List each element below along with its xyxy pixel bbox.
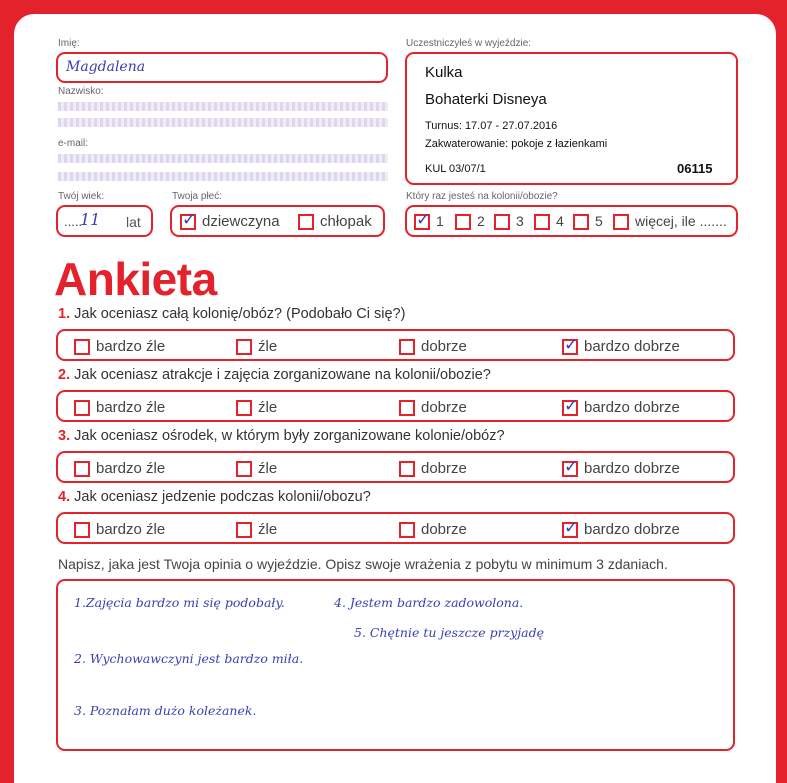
checkbox[interactable] — [236, 400, 252, 416]
check-mark-icon: ✓ — [564, 457, 579, 478]
checkbox[interactable] — [399, 461, 415, 477]
times-label: Który raz jesteś na kolonii/obozie? — [406, 191, 558, 202]
checkbox[interactable] — [414, 210, 431, 231]
opinion-line-1: 1.Zajęcia bardzo mi się podobały. — [74, 595, 285, 610]
times-option-3[interactable]: 3 — [494, 213, 524, 230]
checkbox[interactable] — [562, 335, 579, 356]
question-number: 1. — [58, 306, 71, 322]
opinion-line-5: 5. Chętnie tu jeszcze przyjadę — [354, 625, 544, 640]
check-mark-icon: ✓ — [182, 210, 197, 231]
rating-option[interactable] — [236, 460, 277, 477]
checkbox[interactable] — [399, 339, 415, 355]
rating-option[interactable] — [562, 396, 680, 417]
checkbox[interactable] — [74, 339, 90, 355]
checkbox[interactable] — [236, 339, 252, 355]
plec-option-dziewczyna[interactable]: ✓ dziewczyna — [182, 210, 280, 231]
plec-label: Twoja płeć: — [172, 191, 223, 202]
checkbox[interactable] — [399, 400, 415, 416]
wiek-suffix: lat — [126, 214, 141, 230]
checkbox[interactable] — [534, 214, 550, 230]
rating-row — [56, 512, 735, 544]
survey-sheet — [14, 14, 776, 783]
wiek-field[interactable] — [56, 205, 153, 237]
rating-option[interactable] — [74, 460, 165, 477]
checkbox[interactable] — [298, 214, 314, 230]
trip-number: 06115 — [677, 161, 713, 176]
page-title: Ankieta — [54, 253, 217, 305]
checkbox[interactable] — [494, 214, 510, 230]
redacted-email — [58, 154, 388, 163]
check-mark-icon: ✓ — [416, 210, 431, 231]
imie-label: Imię: — [58, 38, 80, 49]
rating-option[interactable] — [399, 521, 467, 538]
checkbox[interactable] — [562, 518, 579, 539]
rating-option-label: źle — [258, 521, 278, 538]
question-text — [58, 489, 371, 505]
rating-option[interactable] — [236, 338, 277, 355]
rating-option-label: bardzo źle — [96, 460, 166, 477]
checkbox[interactable] — [562, 396, 579, 417]
rating-option-label: dobrze — [421, 399, 467, 416]
question-label: Jak oceniasz atrakcje i zajęcia zorganizowane na kolonii/obozie? — [74, 367, 491, 383]
question-text — [58, 306, 405, 322]
checkbox[interactable] — [74, 461, 90, 477]
trip-label: Uczestniczyłeś w wyjeździe: — [406, 38, 532, 49]
rating-option-label: dobrze — [421, 338, 467, 355]
rating-option[interactable] — [236, 399, 277, 416]
rating-option[interactable] — [562, 457, 680, 478]
times-option-2[interactable]: 2 — [455, 213, 485, 230]
times-option-more[interactable]: więcej, ile ....... — [613, 213, 727, 230]
rating-option[interactable] — [399, 460, 467, 477]
rating-option[interactable] — [74, 521, 165, 538]
checkbox[interactable] — [236, 522, 252, 538]
redacted-surname-2 — [58, 118, 388, 127]
checkbox[interactable] — [573, 214, 589, 230]
question-text — [58, 428, 505, 444]
question-label: Jak oceniasz całą kolonię/obóz? (Podobało Ci się?) — [74, 306, 406, 322]
rating-option-label: dobrze — [421, 460, 467, 477]
rating-option-label: źle — [258, 338, 278, 355]
rating-option[interactable] — [74, 399, 165, 416]
rating-option-label: bardzo dobrze — [584, 338, 680, 355]
rating-option[interactable] — [74, 338, 165, 355]
rating-option-label: bardzo źle — [96, 338, 166, 355]
rating-option-label: źle — [258, 460, 278, 477]
opinion-line-4: 4. Jestem bardzo zadowolona. — [334, 595, 524, 610]
wiek-label: Twój wiek: — [58, 191, 105, 202]
trip-zakwaterowanie: Zakwaterowanie: pokoje z łazienkami — [425, 138, 608, 150]
email-label: e-mail: — [58, 138, 89, 149]
check-mark-icon: ✓ — [564, 396, 579, 417]
trip-turnus: Turnus: 17.07 - 27.07.2016 — [425, 120, 558, 132]
rating-option[interactable] — [399, 399, 467, 416]
rating-row — [56, 390, 735, 422]
checkbox[interactable] — [74, 522, 90, 538]
checkbox[interactable] — [399, 522, 415, 538]
rating-option-label: źle — [258, 399, 278, 416]
rating-option-label: dobrze — [421, 521, 467, 538]
trip-theme: Bohaterki Disneya — [425, 91, 547, 108]
rating-option-label: bardzo dobrze — [584, 399, 680, 416]
times-option-1[interactable]: ✓ 1 — [416, 210, 444, 231]
check-mark-icon: ✓ — [564, 335, 579, 356]
question-label: Jak oceniasz ośrodek, w którym były zorganizowane kolonie/obóz? — [74, 428, 505, 444]
checkbox[interactable] — [455, 214, 471, 230]
rating-row — [56, 451, 735, 483]
opinion-line-2: 2. Wychowawczyni jest bardzo miła. — [74, 651, 304, 666]
imie-value: Magdalena — [66, 59, 146, 75]
opinion-prompt: Napisz, jaka jest Twoja opinia o wyjeździe. Opisz swoje wrażenia z pobytu w minimum 3 zdaniach. — [58, 556, 668, 572]
trip-code: KUL 03/07/1 — [425, 163, 486, 175]
question-text — [58, 367, 491, 383]
plec-field — [170, 205, 385, 237]
trip-name: Kulka — [425, 64, 463, 81]
check-mark-icon: ✓ — [564, 518, 579, 539]
nazwisko-label: Nazwisko: — [58, 86, 104, 97]
wiek-value: 11 — [80, 210, 101, 229]
rating-option[interactable] — [236, 521, 277, 538]
times-field — [405, 205, 738, 237]
times-option-4[interactable]: 4 — [534, 213, 564, 230]
question-number: 4. — [58, 489, 71, 505]
checkbox[interactable] — [236, 461, 252, 477]
plec-option-chlopak[interactable]: chłopak — [298, 213, 372, 230]
rating-option-label: bardzo dobrze — [584, 521, 680, 538]
question-number: 3. — [58, 428, 71, 444]
checkbox[interactable] — [613, 214, 629, 230]
imie-field[interactable] — [56, 52, 388, 83]
opinion-line-3: 3. Poznałam dużo koleżanek. — [74, 703, 257, 718]
rating-option-label: bardzo dobrze — [584, 460, 680, 477]
redacted-surname — [58, 102, 388, 111]
question-label: Jak oceniasz jedzenie podczas kolonii/obozu? — [74, 489, 371, 505]
checkbox[interactable] — [74, 400, 90, 416]
checkbox[interactable] — [562, 457, 579, 478]
rating-row — [56, 329, 735, 361]
rating-option[interactable] — [562, 518, 680, 539]
times-option-5[interactable]: 5 — [573, 213, 603, 230]
checkbox[interactable] — [180, 210, 197, 231]
rating-option[interactable] — [562, 335, 680, 356]
opinion-field[interactable] — [56, 579, 735, 751]
trip-box — [405, 52, 738, 185]
rating-option-label: bardzo źle — [96, 399, 166, 416]
redacted-email-2 — [58, 172, 388, 181]
wiek-dots: ..... — [64, 214, 83, 229]
rating-option[interactable] — [399, 338, 467, 355]
rating-option-label: bardzo źle — [96, 521, 166, 538]
question-number: 2. — [58, 367, 71, 383]
